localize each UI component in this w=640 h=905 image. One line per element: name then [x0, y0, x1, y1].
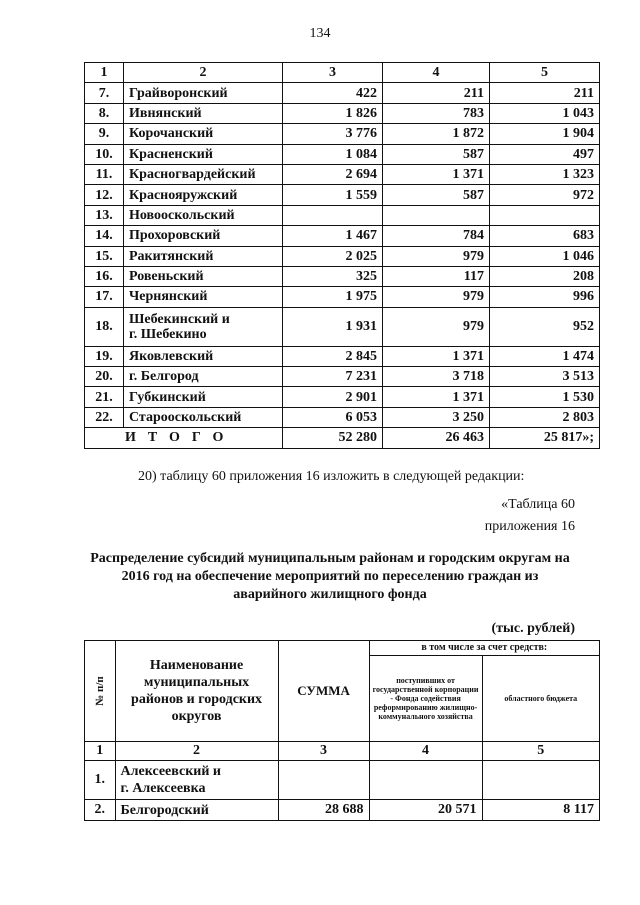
table-row: [85, 103, 600, 123]
table-row: [85, 266, 600, 286]
col-num-1: 1: [85, 63, 124, 83]
value-col5: 683: [490, 226, 600, 246]
district-name: г. Белгород: [124, 367, 283, 387]
total-col3: 52 280: [283, 428, 383, 448]
value-col4: 587: [383, 185, 490, 205]
value-col5: 1 323: [490, 164, 600, 184]
value-col5: 996: [490, 287, 600, 307]
row-number: 19.: [85, 346, 124, 366]
row-number: 17.: [85, 287, 124, 307]
value-col4: 117: [383, 266, 490, 286]
row-number: 12.: [85, 185, 124, 205]
table-row: [85, 226, 600, 246]
value-col5: 211: [490, 83, 600, 103]
header-including: в том числе за счет средств:: [369, 641, 599, 656]
value-total: 1 975: [283, 287, 383, 307]
table-row: [85, 144, 600, 164]
value-col4: 3 250: [383, 407, 490, 427]
value-col5: 1 904: [490, 124, 600, 144]
row-number: 16.: [85, 266, 124, 286]
table-reference-line2: приложения 16: [484, 519, 575, 534]
row-number: 1.: [85, 761, 116, 800]
document-title: Распределение субсидий муниципальным районам и городским округам на 2016 год на обеспечение мероприятий по переселению граждан из аварийного жилищного фонда: [90, 551, 570, 602]
district-name: Новооскольский: [124, 205, 283, 225]
total-col4: 26 463: [383, 428, 490, 448]
district-name: Краснояружский: [124, 185, 283, 205]
value-total: 325: [283, 266, 383, 286]
value-total: 1 084: [283, 144, 383, 164]
value-sum: [278, 761, 369, 800]
district-name: Корочанский: [124, 124, 283, 144]
table-row: [85, 164, 600, 184]
table-subsidies: [84, 640, 600, 821]
table-row: [85, 205, 600, 225]
table-districts-continued: [84, 62, 600, 449]
value-col5: 1 474: [490, 346, 600, 366]
table-row: [85, 287, 600, 307]
value-col4: 1 371: [383, 346, 490, 366]
value-col5: 3 513: [490, 367, 600, 387]
value-col4: 211: [383, 83, 490, 103]
district-name: Красненский: [124, 144, 283, 164]
total-col5: 25 817»;: [490, 428, 600, 448]
table-body: [85, 641, 600, 821]
table-body: [85, 63, 600, 449]
row-number: 9.: [85, 124, 124, 144]
value-regional: [482, 761, 599, 800]
district-name: Старооскольский: [124, 407, 283, 427]
value-col5: 952: [490, 307, 600, 346]
units-label: (тыс. рублей): [491, 621, 575, 636]
total-label: ИТОГО: [85, 428, 283, 448]
col-num-5: 5: [490, 63, 600, 83]
value-col5: 1 530: [490, 387, 600, 407]
value-total: 2 694: [283, 164, 383, 184]
value-col4: 784: [383, 226, 490, 246]
row-number: 18.: [85, 307, 124, 346]
district-name: Белгородский: [115, 800, 278, 821]
district-name: Ровеньский: [124, 266, 283, 286]
col-num-3: 3: [283, 63, 383, 83]
district-name: Ракитянский: [124, 246, 283, 266]
value-total: 422: [283, 83, 383, 103]
value-total: 3 776: [283, 124, 383, 144]
row-number: 11.: [85, 164, 124, 184]
table-row: [85, 307, 600, 346]
table-row: [85, 246, 600, 266]
col-num-1: 1: [85, 742, 116, 761]
value-col5: 1 046: [490, 246, 600, 266]
amendment-text: 20) таблицу 60 приложения 16 изложить в следующей редакции:: [138, 469, 525, 484]
district-name: Яковлевский: [124, 346, 283, 366]
table-row: [85, 761, 600, 800]
total-row: [85, 428, 600, 448]
row-number: 22.: [85, 407, 124, 427]
col-num-2: 2: [115, 742, 278, 761]
district-name: Алексеевский и г. Алексеевка: [115, 761, 278, 800]
value-total: 1 467: [283, 226, 383, 246]
col-num-2: 2: [124, 63, 283, 83]
value-col5: 2 803: [490, 407, 600, 427]
value-total: 6 053: [283, 407, 383, 427]
table-row: [85, 346, 600, 366]
row-number: 20.: [85, 367, 124, 387]
row-number: 13.: [85, 205, 124, 225]
district-name: Чернянский: [124, 287, 283, 307]
header-regional-budget: областного бюджета: [482, 656, 599, 742]
value-fund: 20 571: [369, 800, 482, 821]
value-col4: [383, 205, 490, 225]
district-name: Ивнянский: [124, 103, 283, 123]
header-number: № п/п: [85, 641, 116, 742]
value-total: [283, 205, 383, 225]
value-col4: 783: [383, 103, 490, 123]
row-number: 7.: [85, 83, 124, 103]
col-num-4: 4: [369, 742, 482, 761]
district-name: Грайворонский: [124, 83, 283, 103]
header-row: [85, 641, 600, 656]
value-total: 1 559: [283, 185, 383, 205]
district-name: Шебекинский и г. Шебекино: [124, 307, 283, 346]
district-name: Губкинский: [124, 387, 283, 407]
value-col5: 497: [490, 144, 600, 164]
table-reference: [485, 494, 575, 538]
table-row: [85, 124, 600, 144]
column-numbers-row: [85, 63, 600, 83]
value-col4: 979: [383, 307, 490, 346]
table-row: [85, 407, 600, 427]
column-numbers-row: [85, 742, 600, 761]
header-fund: поступивших от государственной корпорации - Фонда содействия реформированию жилищно-коммунального хозяйства: [369, 656, 482, 742]
value-col4: 587: [383, 144, 490, 164]
value-col4: 979: [383, 287, 490, 307]
value-col5: [490, 205, 600, 225]
value-col4: 979: [383, 246, 490, 266]
value-total: 2 025: [283, 246, 383, 266]
value-total: 2 901: [283, 387, 383, 407]
table-row: [85, 83, 600, 103]
row-number: 21.: [85, 387, 124, 407]
value-total: 7 231: [283, 367, 383, 387]
value-col4: 1 371: [383, 164, 490, 184]
table-row: [85, 387, 600, 407]
row-number: 8.: [85, 103, 124, 123]
district-name: Красногвардейский: [124, 164, 283, 184]
value-col5: 1 043: [490, 103, 600, 123]
value-col4: 3 718: [383, 367, 490, 387]
col-num-3: 3: [278, 742, 369, 761]
row-number: 10.: [85, 144, 124, 164]
table-row: [85, 800, 600, 821]
header-sum: СУММА: [278, 641, 369, 742]
page-number: 134: [309, 26, 331, 41]
value-total: 1 931: [283, 307, 383, 346]
value-col4: 1 371: [383, 387, 490, 407]
value-total: 1 826: [283, 103, 383, 123]
value-col5: 972: [490, 185, 600, 205]
header-name: Наименование муниципальных районов и городских округов: [115, 641, 278, 742]
value-sum: 28 688: [278, 800, 369, 821]
value-regional: 8 117: [482, 800, 599, 821]
table-row: [85, 367, 600, 387]
value-col4: 1 872: [383, 124, 490, 144]
value-fund: [369, 761, 482, 800]
table-row: [85, 185, 600, 205]
col-num-5: 5: [482, 742, 599, 761]
value-total: 2 845: [283, 346, 383, 366]
district-name: Прохоровский: [124, 226, 283, 246]
row-number: 14.: [85, 226, 124, 246]
row-number: 15.: [85, 246, 124, 266]
row-number: 2.: [85, 800, 116, 821]
col-num-4: 4: [383, 63, 490, 83]
value-col5: 208: [490, 266, 600, 286]
table-reference-line1: «Таблица 60: [501, 497, 575, 512]
